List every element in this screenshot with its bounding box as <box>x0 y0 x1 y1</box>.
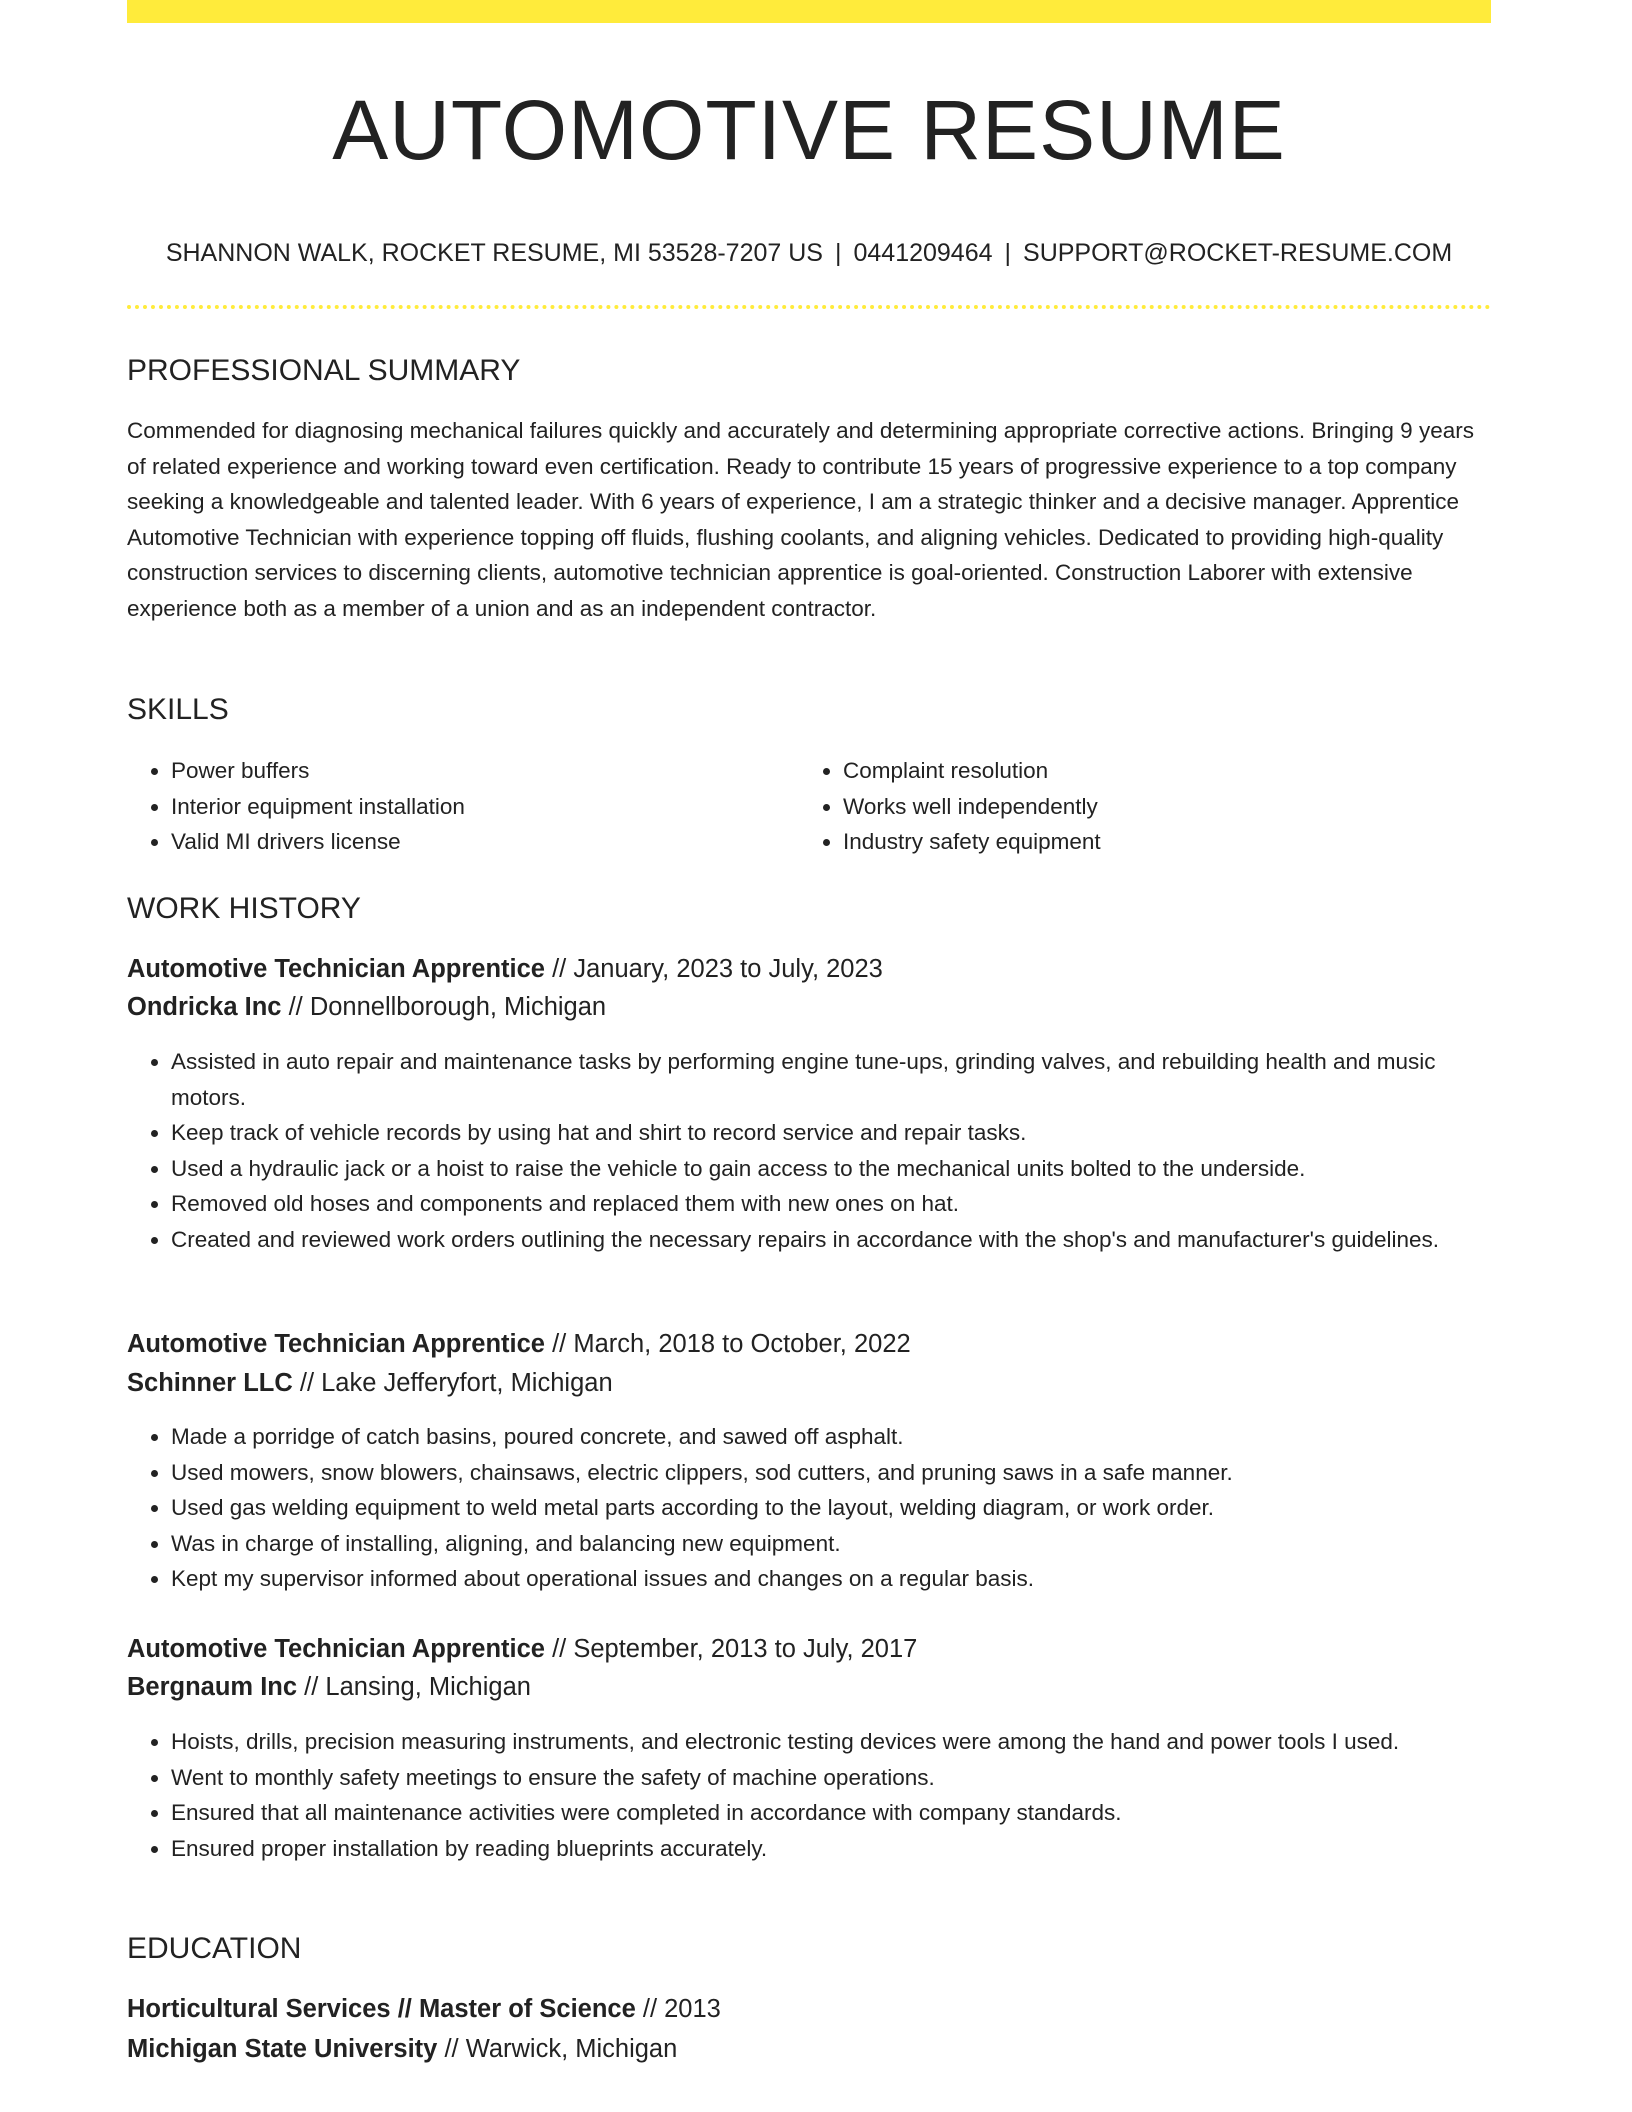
job-bullet: • Assisted in auto repair and maintenance tasks by performing engine tune-ups, grinding valves, and rebuilding health and music motors. <box>171 1044 1491 1115</box>
summary-text: Commended for diagnosing mechanical failures quickly and accurately and determining appropriate corrective actions. Bringing 9 years of related experience and working toward even certification. Ready to contribute 15 years of progressive experience to a top company seeking a knowledgeable and talented leader. With 6 years of experience, I am a strategic thinker and a decisive manager. Apprentice Automotive Technician with experience topping off fluids, flushing coolants, and aligning vehicles. Dedicated to providing high-quality construction services to discerning clients, automotive technician apprentice is goal-oriented. Construction Laborer with extensive experience both as a member of a union and as an independent contractor. <box>127 418 1474 621</box>
top-accent-bar <box>127 0 1491 23</box>
job-company-line <box>127 1670 531 1704</box>
education-heading: EDUCATION <box>127 1932 302 1965</box>
skills-list-right <box>799 753 1471 860</box>
job-bullet: • Keep track of vehicle records by using hat and shirt to record service and repair tasks. <box>171 1115 1491 1151</box>
job-company: Ondricka Inc <box>127 993 282 1021</box>
job-bullet: • Used a hydraulic jack or a hoist to raise the vehicle to gain access to the mechanical units bolted to the underside. <box>171 1151 1491 1187</box>
job-dates: // March, 2018 to October, 2022 <box>552 1330 911 1358</box>
job-title: Automotive Technician Apprentice <box>127 1330 545 1358</box>
contact-email: SUPPORT@ROCKET-RESUME.COM <box>1023 239 1453 267</box>
skill-item: • Complaint resolution <box>843 753 1471 789</box>
job-bullets <box>127 1724 1491 1866</box>
skills-heading: SKILLS <box>127 693 229 726</box>
job-bullet: • Used mowers, snow blowers, chainsaws, electric clippers, sod cutters, and pruning saws in a safe manner. <box>171 1455 1491 1491</box>
contact-separator: | <box>1004 239 1012 267</box>
job-bullet: • Hoists, drills, precision measuring instruments, and electronic testing devices were among the hand and power tools I used. <box>171 1724 1491 1760</box>
job-company: Bergnaum Inc <box>127 1673 298 1701</box>
education-school: Michigan State University <box>127 2035 438 2063</box>
skill-item: • Industry safety equipment <box>843 824 1471 860</box>
skills-list-left <box>127 753 799 860</box>
job-bullets <box>127 1419 1491 1597</box>
job-bullet: • Made a porridge of catch basins, poured concrete, and sawed off asphalt. <box>171 1419 1491 1455</box>
education-school-line <box>127 2032 677 2066</box>
job-company: Schinner LLC <box>127 1369 293 1397</box>
dotted-divider <box>127 305 1491 309</box>
job-bullet-list <box>127 1724 1491 1866</box>
contact-phone: 0441209464 <box>853 239 993 267</box>
job-company-line <box>127 1366 613 1400</box>
job-dates: // September, 2013 to July, 2017 <box>552 1635 918 1663</box>
skill-item: • Valid MI drivers license <box>171 824 799 860</box>
resume-title: AUTOMOTIVE RESUME <box>332 83 1286 177</box>
job-location: // Lake Jefferyfort, Michigan <box>299 1369 613 1397</box>
skill-item: • Works well independently <box>843 789 1471 825</box>
job-company-line <box>127 990 606 1024</box>
job-bullet: • Used gas welding equipment to weld metal parts according to the layout, welding diagram, or work order. <box>171 1490 1491 1526</box>
job-bullet: • Removed old hoses and components and replaced them with new ones on hat. <box>171 1186 1491 1222</box>
job-bullet: • Created and reviewed work orders outlining the necessary repairs in accordance with the shop's and manufacturer's guidelines. <box>171 1222 1491 1258</box>
job-dates: // January, 2023 to July, 2023 <box>552 955 883 983</box>
education-degree-line <box>127 1992 721 2026</box>
job-title: Automotive Technician Apprentice <box>127 1635 545 1663</box>
job-bullet-list <box>127 1419 1491 1597</box>
skills-left-column <box>127 753 799 860</box>
job-title-line <box>127 1632 917 1666</box>
work-history-heading: WORK HISTORY <box>127 892 361 925</box>
job-location: // Donnellborough, Michigan <box>288 993 607 1021</box>
contact-address: SHANNON WALK, ROCKET RESUME, MI 53528-7207 US <box>165 239 823 267</box>
job-title-line <box>127 1327 911 1361</box>
job-bullet: • Ensured proper installation by reading blueprints accurately. <box>171 1831 1491 1867</box>
job-bullets <box>127 1044 1491 1258</box>
skill-item: • Power buffers <box>171 753 799 789</box>
skills-right-column <box>799 753 1471 860</box>
contact-separator: | <box>834 239 842 267</box>
job-bullet: • Ensured that all maintenance activities were completed in accordance with company standards. <box>171 1795 1491 1831</box>
skill-item: • Interior equipment installation <box>171 789 799 825</box>
job-location: // Lansing, Michigan <box>304 1673 531 1701</box>
job-title-line <box>127 952 883 986</box>
contact-line <box>127 236 1491 270</box>
job-title: Automotive Technician Apprentice <box>127 955 545 983</box>
job-bullet: • Was in charge of installing, aligning, and balancing new equipment. <box>171 1526 1491 1562</box>
education-year: // 2013 <box>642 1995 721 2023</box>
job-bullet: • Went to monthly safety meetings to ensure the safety of machine operations. <box>171 1760 1491 1796</box>
job-bullet: • Kept my supervisor informed about operational issues and changes on a regular basis. <box>171 1561 1491 1597</box>
summary-heading: PROFESSIONAL SUMMARY <box>127 354 521 387</box>
education-location: // Warwick, Michigan <box>444 2035 678 2063</box>
job-bullet-list <box>127 1044 1491 1258</box>
education-degree: Horticultural Services // Master of Science <box>127 1995 636 2023</box>
